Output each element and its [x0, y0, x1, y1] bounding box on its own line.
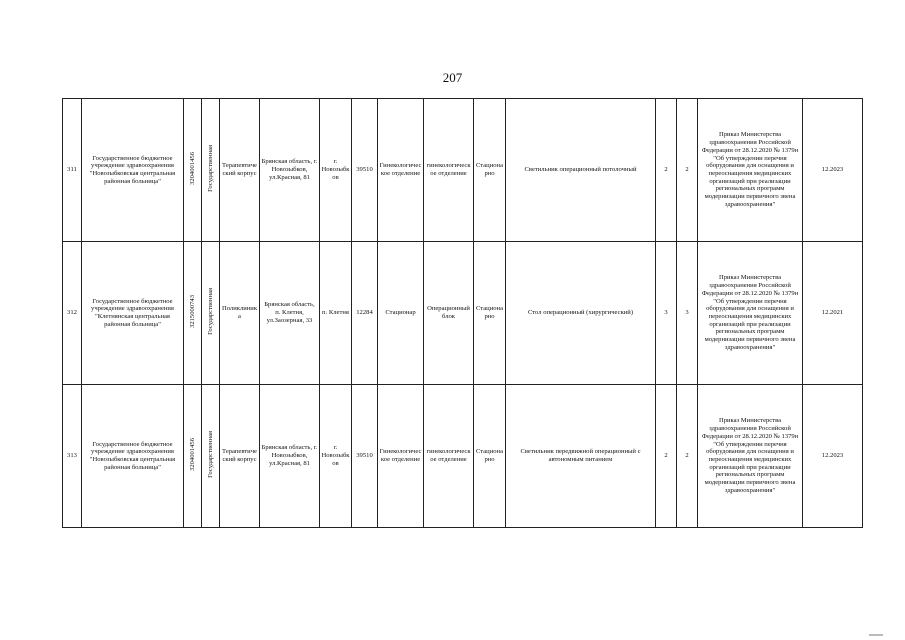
inn-cell: [184, 242, 202, 385]
city: г. Новозыбков: [320, 99, 352, 242]
settlement-code: 39510: [352, 99, 378, 242]
equipment-name: Светильник операционный потолочный: [506, 99, 656, 242]
deadline: 12.2023: [803, 99, 863, 242]
organization-name: Государственное бюджетное учреждение здравоохранения "Новозыбковская центральная районная больница": [82, 385, 184, 528]
deadline: 12.2021: [803, 242, 863, 385]
legal-basis: Приказ Министерства здравоохранения Российской Федерации от 28.12.2020 № 1379н "Об утверждении перечня оборудования для оснащения и переоснащения медицинских организаций при реализации региональных программ модернизации первичного звена здравоохранения": [698, 385, 803, 528]
legal-basis: Приказ Министерства здравоохранения Российской Федерации от 28.12.2020 № 1379н "Об утверждении перечня оборудования для оснащения и переоснащения медицинских организаций при реализации региональных программ модернизации первичного звена здравоохранения": [698, 99, 803, 242]
quantity-total: 2: [677, 99, 698, 242]
inn: 3204001456: [188, 152, 196, 186]
quantity-planned: 3: [656, 242, 677, 385]
quantity-total: 2: [677, 385, 698, 528]
scan-artifact: [869, 634, 883, 636]
row-number: 312: [63, 242, 82, 385]
inn-cell: [184, 385, 202, 528]
inn: 3215000743: [188, 295, 196, 329]
address: Брянская область, г. Новозыбков, ул.Красная, 81: [260, 385, 320, 528]
ownership: Государственная: [206, 288, 214, 336]
building: Поликлиника: [220, 242, 260, 385]
legal-basis: Приказ Министерства здравоохранения Российской Федерации от 28.12.2020 № 1379н "Об утверждении перечня оборудования для оснащения и переоснащения медицинских организаций при реализации региональных программ модернизации первичного звена здравоохранения": [698, 242, 803, 385]
building: Терапевтический корпус: [220, 385, 260, 528]
settlement-code: 39510: [352, 385, 378, 528]
unit: Операционный блок: [424, 242, 474, 385]
care-type: Стационарно: [474, 242, 506, 385]
ownership: Государственная: [206, 145, 214, 193]
ownership-cell: [202, 242, 220, 385]
unit: гинекологическое отделение: [424, 99, 474, 242]
city: г. Новозыбков: [320, 385, 352, 528]
table-row: [63, 99, 863, 242]
inn-cell: [184, 99, 202, 242]
quantity-planned: 2: [656, 99, 677, 242]
unit: гинекологическое отделение: [424, 385, 474, 528]
table-row: [63, 242, 863, 385]
city: п. Клетня: [320, 242, 352, 385]
address: Брянская область, г. Новозыбков, ул.Красная, 81: [260, 99, 320, 242]
deadline: 12.2023: [803, 385, 863, 528]
row-number: 313: [63, 385, 82, 528]
equipment-table: [62, 98, 863, 528]
care-type: Стационарно: [474, 385, 506, 528]
ownership-cell: [202, 99, 220, 242]
department: Гинекологическое отделение: [378, 99, 424, 242]
quantity-total: 3: [677, 242, 698, 385]
address: Брянская область, п. Клетня, ул.Заозерная, 33: [260, 242, 320, 385]
inn: 3204001456: [188, 438, 196, 472]
equipment-name: Стол операционный (хирургический): [506, 242, 656, 385]
ownership: Государственная: [206, 431, 214, 479]
ownership-cell: [202, 385, 220, 528]
quantity-planned: 2: [656, 385, 677, 528]
equipment-name: Светильник передвижной операционный с автономным питанием: [506, 385, 656, 528]
care-type: Стационарно: [474, 99, 506, 242]
row-number: 311: [63, 99, 82, 242]
organization-name: Государственное бюджетное учреждение здравоохранения "Новозыбковская центральная районная больница": [82, 99, 184, 242]
settlement-code: 12284: [352, 242, 378, 385]
building: Терапевтический корпус: [220, 99, 260, 242]
page-number: 207: [442, 70, 463, 85]
department: Стационар: [378, 242, 424, 385]
table-row: [63, 385, 863, 528]
department: Гинекологическое отделение: [378, 385, 424, 528]
organization-name: Государственное бюджетное учреждение здравоохранения "Клетнянская центральная районная больница": [82, 242, 184, 385]
